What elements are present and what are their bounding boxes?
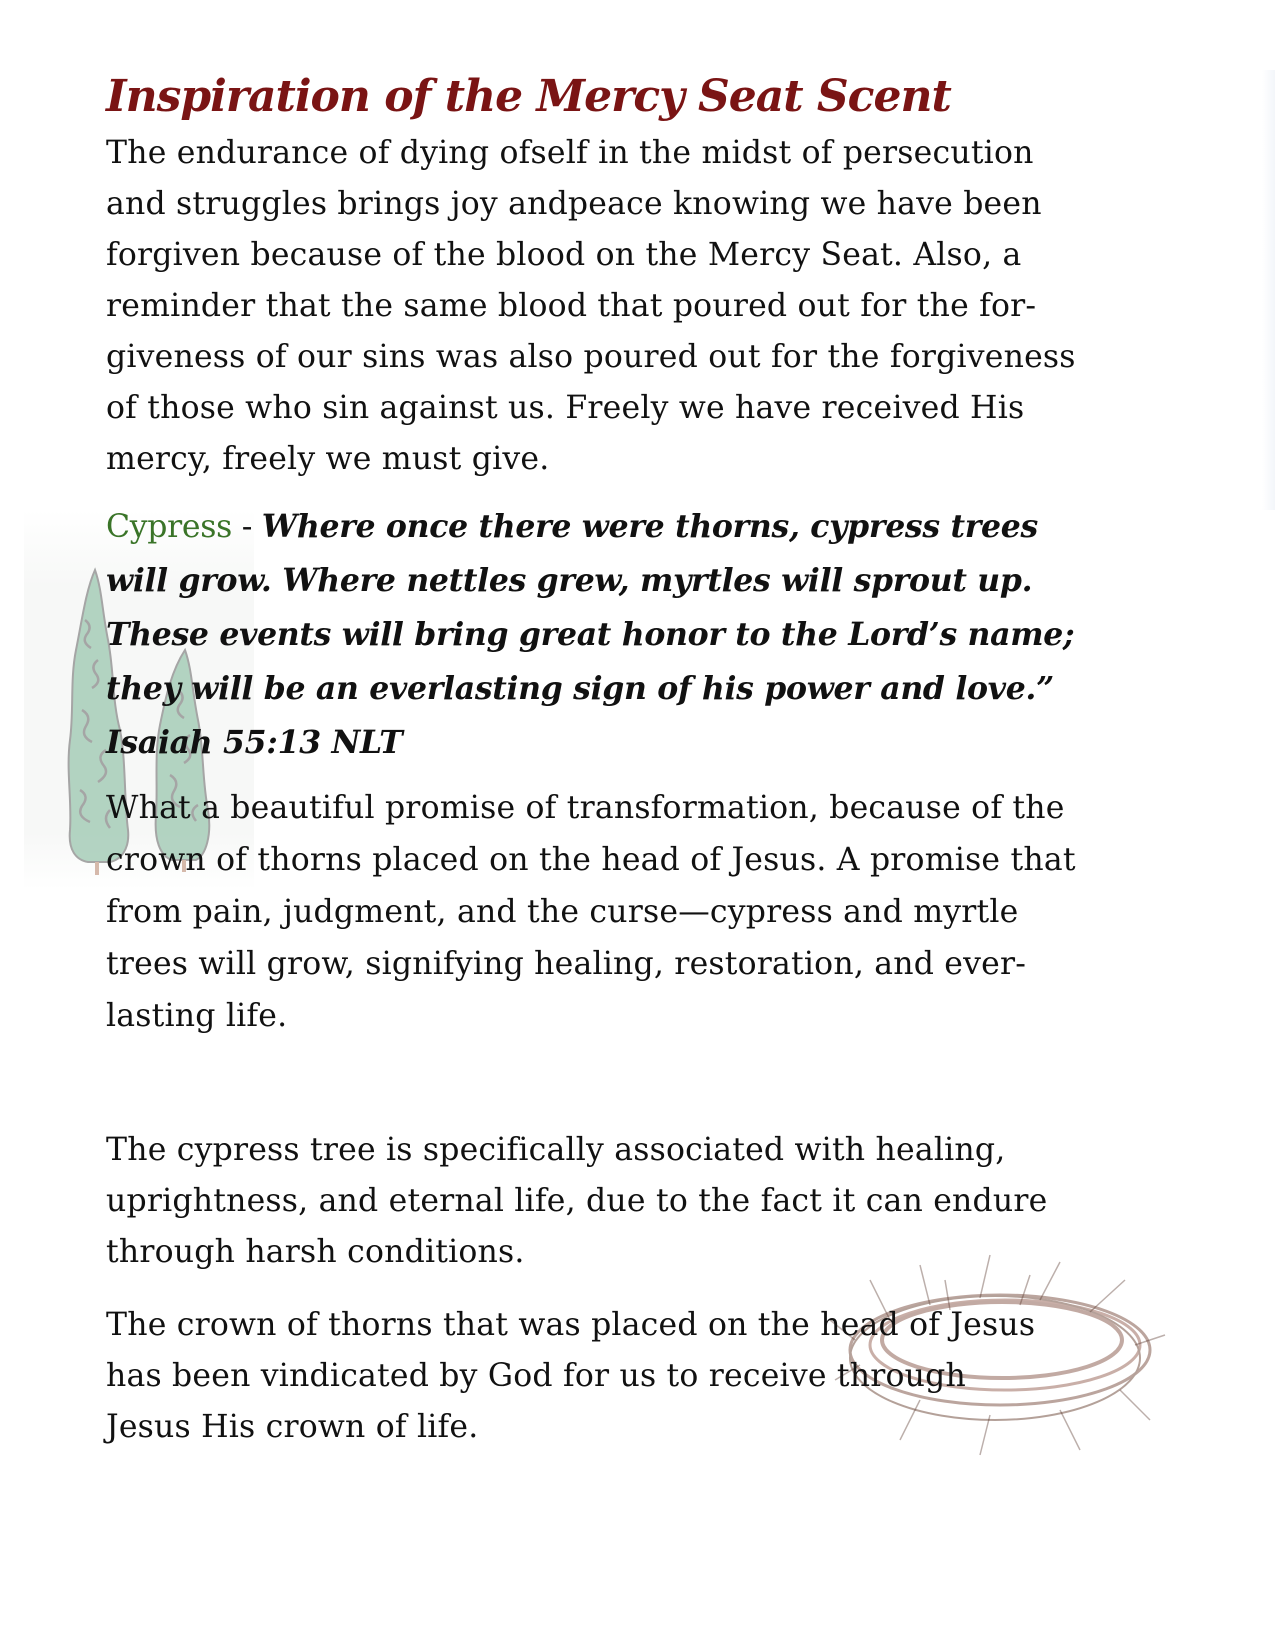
text-line: What a beautiful promise of transformation, because of the <box>106 790 1065 826</box>
text-line: giveness of our sins was also poured out for the forgiveness <box>106 339 1076 375</box>
crown-paragraph <box>106 1300 1236 1453</box>
text-line: The endurance of dying ofself in the midst of persecution <box>106 135 1034 171</box>
text-line: they will be an everlasting sign of his power and love.” <box>106 670 1054 707</box>
text-line: mercy, freely we must give. <box>106 441 550 477</box>
text-line: and struggles brings joy andpeace knowing we have been <box>106 186 1042 222</box>
text-line: uprightness, and eternal life, due to the fact it can endure <box>106 1183 1048 1219</box>
page-title: Inspiration of the Mercy Seat Scent <box>106 71 951 122</box>
text-line: The crown of thorns that was placed on the head of Jesus <box>106 1307 1036 1343</box>
text-line: reminder that the same blood that poured out for the for- <box>106 288 1037 324</box>
separator: - <box>232 509 262 545</box>
text-line: crown of thorns placed on the head of Jesus. A promise that <box>106 842 1076 878</box>
text-line: forgiven because of the blood on the Mercy Seat. Also, a <box>106 237 1022 273</box>
page-edge-shadow <box>1262 70 1275 510</box>
text-line: trees will grow, signifying healing, restoration, and ever- <box>106 946 1027 982</box>
text-line <box>106 500 1236 554</box>
text-line: of those who sin against us. Freely we have received His <box>106 390 1025 426</box>
intro-paragraph <box>106 128 1236 485</box>
quote-text: Where once there were thorns, cypress trees <box>261 508 1038 545</box>
text-line: from pain, judgment, and the curse—cypress and myrtle <box>106 894 1019 930</box>
text-line: will grow. Where nettles grew, myrtles will sprout up. <box>106 562 1033 599</box>
text-line: Jesus His crown of life. <box>106 1409 479 1445</box>
promise-paragraph <box>106 782 1236 1042</box>
scripture-reference: Isaiah 55:13 NLT <box>106 724 403 761</box>
text-line: has been vindicated by God for us to receive through <box>106 1358 966 1394</box>
cypress-meaning-paragraph <box>106 1125 1236 1278</box>
text-line: lasting life. <box>106 998 288 1034</box>
text-line: These events will bring great honor to the Lord’s name; <box>106 616 1075 653</box>
cypress-label: Cypress <box>106 509 232 545</box>
text-line: through harsh conditions. <box>106 1234 525 1270</box>
text-line: The cypress tree is specifically associated with healing, <box>106 1132 1006 1168</box>
scripture-quote <box>106 500 1236 770</box>
